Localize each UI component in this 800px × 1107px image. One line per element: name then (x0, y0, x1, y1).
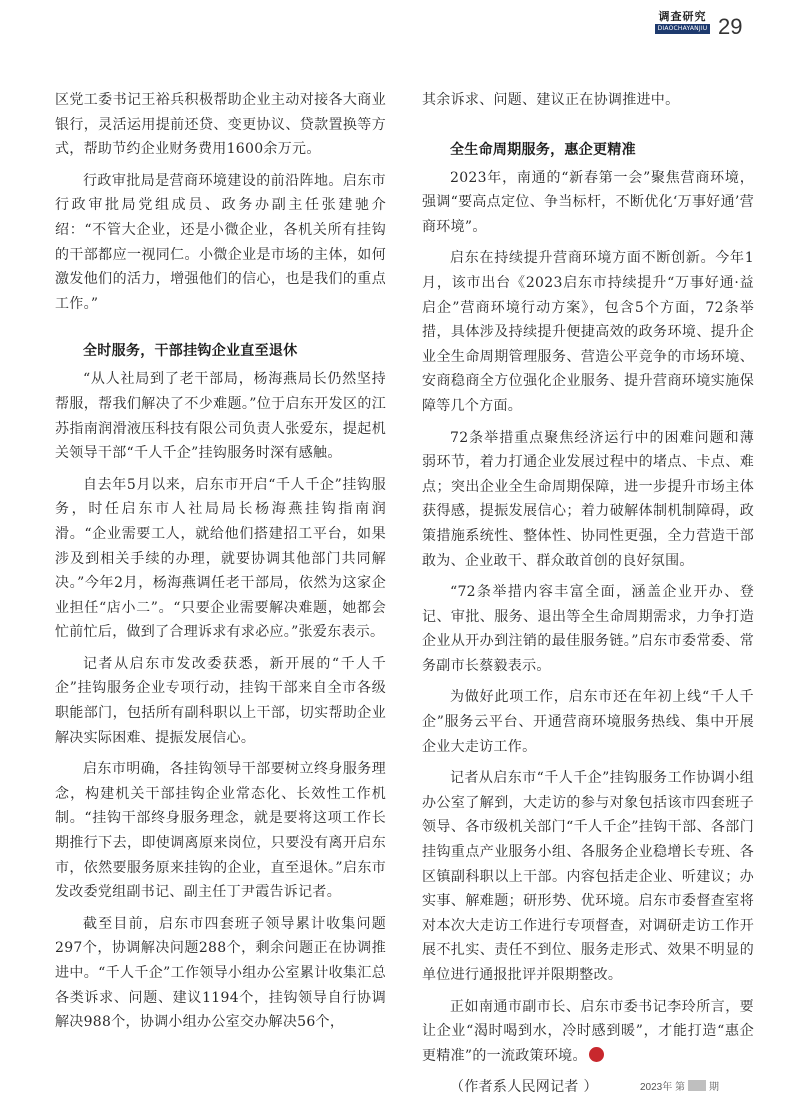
author-byline: （作者系人民网记者 ） (450, 1079, 598, 1096)
paragraph: “72条举措内容丰富全面，涵盖企业开办、登记、审批、服务、退出等全生命周期需求，力争打造企业从开办到注销的最佳服务链。”启东市委常委、常务副市长蔡毅表示。 (422, 584, 754, 674)
paragraph: 为做好此项工作，启东市还在年初上线“千人千企”服务云平台、开通营商环境服务热线、集中开展企业大走访工作。 (422, 689, 754, 755)
paragraph: “从人社局到了老干部局，杨海燕局长仍然坚持帮服，帮我们解决了不少难题。”位于启东开发区的江苏指南润滑液压科技有限公司负责人张爱东，提起机关领导干部“千人千企”挂钩服务时深有感触。 (55, 371, 386, 462)
paragraph: 行政审批局是营商环境建设的前沿阵地。启东市行政审批局党组成员、政务办副主任张建驰介绍：“不管大企业，还是小微企业，各机关所有挂钩的干部都应一视同仁。小微企业是市场的主体，如何激发他们的活力，增强他们的信心，也是我们的重点工作。” (55, 172, 386, 312)
paragraph: 自去年5月以来，启东市开启“千人千企”挂钩服务，时任启东市人社局局长杨海燕挂钩指南润滑。“企业需要工人，就给他们搭建招工平台，如果涉及到相关手续的办理，就要协调其他部门共同解决。”今年2月，杨海燕调任老干部局，依然为这家企业担任“店小二”。“只要企业需要解决难题，她都会忙前忙后，做到了合理诉求有求必应。”张爱东表示。 (55, 476, 386, 641)
left-column (55, 88, 386, 1042)
footer-issue-suffix: 期 (709, 1082, 720, 1093)
closing-text: 正如南通市副市长、启东市委书记李玲所言，要让企业“渴时喝到水，冷时感到暖”，才能打造“惠企更精准”的一流政策环境。 (422, 998, 754, 1064)
paragraph: 其余诉求、问题、建议正在协调推进中。 (422, 92, 680, 108)
paragraph: 启东在持续提升营商环境方面不断创新。今年1月，该市出台《2023启东市持续提升“万事好通·益启企”营商环境行动方案》，包含5个方面，72条举措，具体涉及持续提升便捷高效的政务环境、提升企业全生命周期管理服务、营造公平竞争的市场环境、安商稳商全方位强化企业服务、提升营商环境实施保障等几个方面。 (422, 250, 754, 414)
right-column (422, 88, 754, 1107)
issue-footer (640, 1080, 719, 1095)
paragraph: 启东市明确，各挂钩领导干部要树立终身服务理念，构建机关干部挂钩企业常态化、长效性工作机制。“挂钩干部终身服务理念，就是要将这项工作长期推行下去，即使调离原来岗位，只要没有离开启东市，依然要服务原来挂钩的企业，直至退休。”启东市发改委党组副书记、副主任丁尹霞告诉记者。 (55, 761, 386, 901)
paragraph: 记者从启东市“千人千企”挂钩服务工作协调小组办公室了解到，大走访的参与对象包括该市四套班子领导、各市级机关部门“千人千企”挂钩干部、各部门挂钩重点产业服务小组、各服务企业稳增长专班、各区镇副科职以上干部。内容包括走企业、听建议；办实事、解难题；研形势、优环境。启东市委督查室将对本次大走访工作进行专项督查，对调研走访工作开展不扎实、责任不到位、服务走形式、效果不明显的单位进行通报批评并限期整改。 (422, 770, 754, 983)
page-number: 29 (718, 14, 743, 39)
closing-paragraph (422, 995, 754, 1069)
paragraph: 2023年，南通的“新春第一会”聚焦营商环境，强调“要高点定位、争当标杆，不断优化‘万事好通’营商环境”。 (422, 169, 754, 235)
end-mark-icon (589, 1047, 604, 1062)
section-pinyin: DIAOCHAYANJIU (655, 24, 710, 34)
magazine-section-logo (655, 10, 710, 34)
issue-number-box (688, 1080, 706, 1091)
paragraph: 72条举措重点聚焦经济运行中的困难问题和薄弱环节，着力打通企业发展过程中的堵点、卡点、难点；突出企业全生命周期保障，进一步提升市场主体获得感，提振发展信心；着力破解体制机制障碍，政策措施系统性、整体性、协同性更强，全力营造干部敢为、企业敢干、群众敢首创的良好氛围。 (422, 429, 754, 569)
section-title: 调查研究 (658, 10, 707, 23)
footer-year: 2023年 第 (640, 1082, 686, 1093)
paragraph: 截至目前，启东市四套班子领导累计收集问题297个，协调解决问题288个，剩余问题正在协调推进中。“千人千企”工作领导小组办公室累计收集汇总各类诉求、问题、建议1194个，挂钩领导自行协调解决988个，协调小组办公室交办解决56个， (55, 915, 386, 1031)
section-heading: 全生命周期服务，惠企更精准 (450, 141, 636, 158)
paragraph: 区党工委书记王裕兵积极帮助企业主动对接各大商业银行，灵活运用提前还贷、变更协议、贷款置换等方式，帮助节约企业财务费用1600余万元。 (55, 92, 386, 158)
paragraph: 记者从启东市发改委获悉，新开展的“千人千企”挂钩服务企业专项行动，挂钩干部来自全市各级职能部门，包括所有副科职以上干部，切实帮助企业解决实际困难、提振发展信心。 (55, 655, 386, 746)
section-heading: 全时服务，干部挂钩企业直至退休 (83, 343, 298, 360)
